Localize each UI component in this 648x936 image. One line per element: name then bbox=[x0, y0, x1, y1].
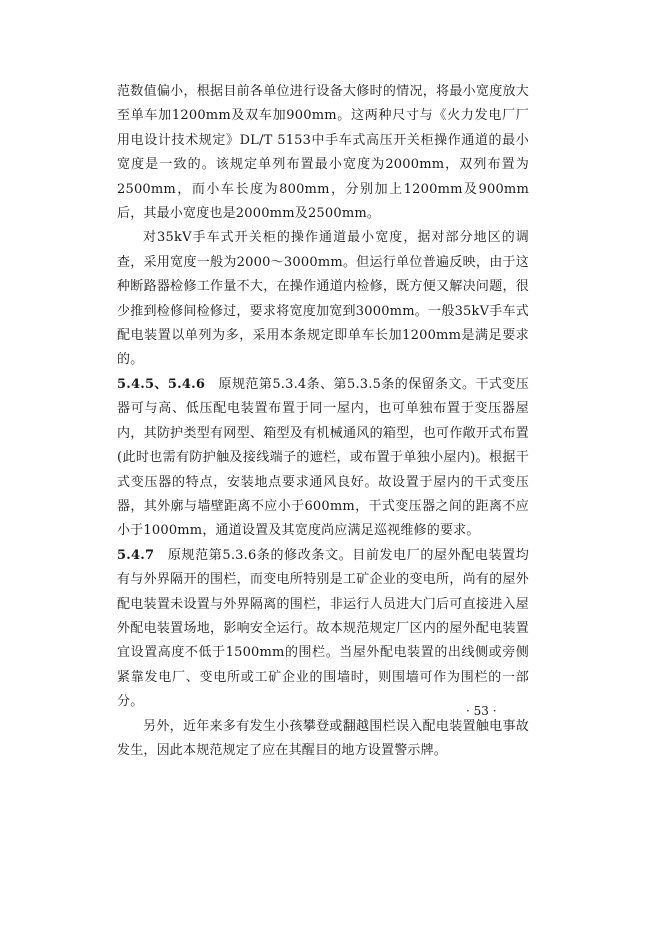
paragraph-3-text: 原规范第5.3.4条、第5.3.5条的保留条文。干式变压器可与高、低压配电装置布置于同一屋内，也可单独布置于变压器屋内，其防护类型有网型、箱型及有机械通风的箱型，也可作敞开式布置(此时也需有防护触及接线端子的遮栏，或布置于单独小屋内)。根据干式变压器的特点，安装地点要求通风良好。故设置于屋内的干式变压器，其外廓与墙壁距离不应小于600mm，干式变压器之间的距离不应小于1000mm，通道设置及其宽度尚应满足巡视维修的要求。 bbox=[117, 376, 529, 539]
paragraph-2-text: 对35kV手车式开关柜的操作通道最小宽度，据对部分地区的调查，采用宽度一般为2000～3000mm。但运行单位普遍反映，由于这种断路器检修工作量不大，在操作通道内检修，既方便又解决问题，很少推到检修间检修过，要求将宽度加宽到3000mm。一般35kV手车式配电装置以单列为多，采用本条规定即单车长加1200mm是满足要求的。 bbox=[117, 230, 529, 368]
page-number: · 53 · bbox=[466, 704, 497, 718]
paragraph-4-text: 原规范第5.3.6条的修改条文。目前发电厂的屋外配电装置均有与外界隔开的围栏，而变电所特别是工矿企业的变电所，尚有的屋外配电装置未设置与外界隔离的围栏，非运行人员进大门后可直接进入屋外配电装置场地，影响安全运行。故本规范规定厂区内的屋外配电装置宜设置高度不低于1500mm的围栏。当屋外配电装置的出线侧或旁侧紧靠发电厂、变电所或工矿企业的围墙时，则围墙可作为围栏的一部分。 bbox=[117, 547, 529, 710]
paragraph-5 bbox=[117, 715, 529, 764]
body-text bbox=[117, 80, 529, 763]
section-number-5-4-5: 5.4.5、5.4.6 bbox=[117, 376, 206, 392]
paragraph-5-text: 另外，近年来多有发生小孩攀登或翻越围栏误入配电装置触电事故发生，因此本规范规定了应在其醒目的地方设置警示牌。 bbox=[117, 718, 529, 758]
section-number-5-4-7: 5.4.7 bbox=[117, 547, 155, 563]
paragraph-3 bbox=[117, 373, 529, 544]
paragraph-2 bbox=[117, 226, 529, 372]
paragraph-4 bbox=[117, 544, 529, 715]
paragraph-1-text: 范数值偏小，根据目前各单位进行设备大修时的情况，将最小宽度放大至单车加1200mm及双车加900mm。这两种尺寸与《火力发电厂厂用电设计技术规定》DL/T 5153中手车式高压开关柜操作通道的最小宽度是一致的。该规定单列布置最小宽度为2000mm，双列布置为2500mm，而小车长度为800mm，分别加上1200mm及900mm后，其最小宽度也是2000mm及2500mm。 bbox=[117, 84, 529, 222]
paragraph-1 bbox=[117, 80, 529, 226]
